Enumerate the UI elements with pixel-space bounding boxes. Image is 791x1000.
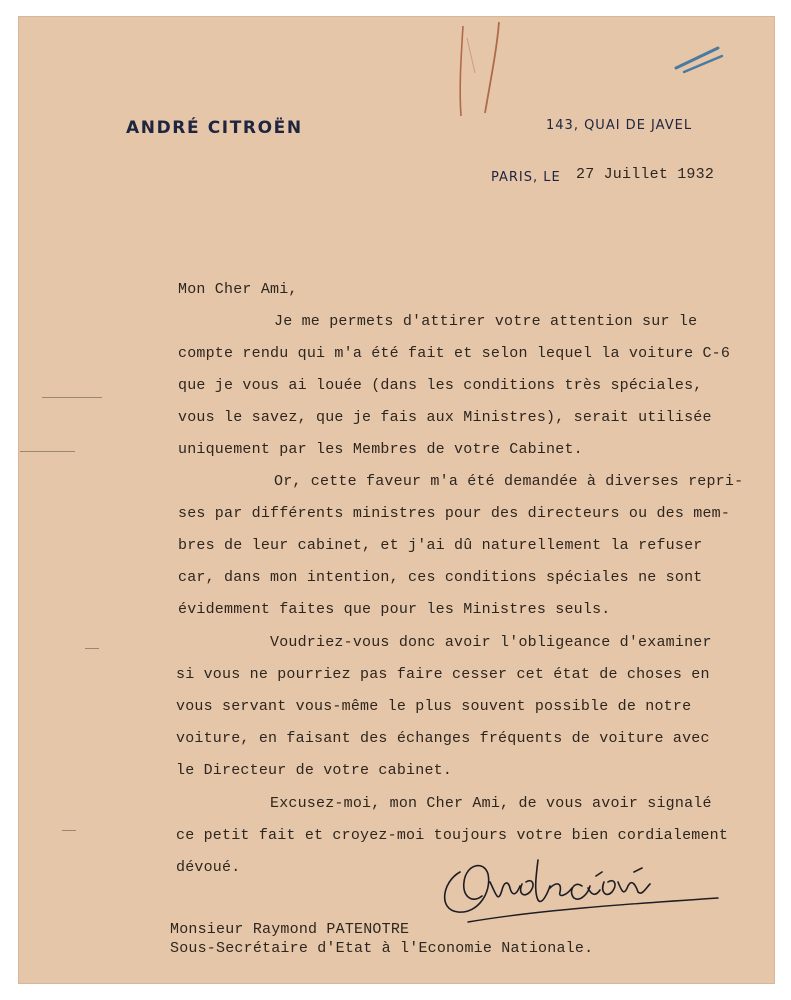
letterhead-name: ANDRÉ CITROËN [126,118,303,138]
body-line: bres de leur cabinet, et j'ai dû naturellement la refuser [178,537,703,554]
body-line: ce petit fait et croyez-moi toujours votre bien cordialement [176,827,729,844]
body-line: compte rendu qui m'a été fait et selon lequel la voiture C-6 [178,345,731,362]
margin-mark [20,451,75,452]
salutation: Mon Cher Ami, [178,281,298,298]
recipient-title: Sous-Secrétaire d'Etat à l'Economie Nationale. [170,940,594,957]
margin-mark [62,830,76,831]
body-line: le Directeur de votre cabinet. [176,762,453,779]
blue-pencil-mark [670,42,730,77]
red-pencil-mark [445,18,515,123]
body-line: si vous ne pourriez pas faire cesser cet état de choses en [176,666,710,683]
body-line: uniquement par les Membres de votre Cabinet. [178,441,583,458]
letterhead-address: 143, QUAI DE JAVEL [546,118,693,133]
letter-date: 27 Juillet 1932 [576,166,715,183]
body-line: Je me permets d'attirer votre attention sur le [274,313,698,330]
body-line: car, dans mon intention, ces conditions spéciales ne sont [178,569,703,586]
margin-mark [85,648,99,649]
body-line: Excusez-moi, mon Cher Ami, de vous avoir signalé [270,795,712,812]
body-line: que je vous ai louée (dans les conditions très spéciales, [178,377,703,394]
recipient-name: Monsieur Raymond PATENOTRE [170,921,410,938]
body-line: Or, cette faveur m'a été demandée à diverses repri- [274,473,744,490]
margin-mark [42,397,102,398]
body-line: voiture, en faisant des échanges fréquents de voiture avec [176,730,710,747]
handwritten-signature [438,852,728,932]
body-line: ses par différents ministres pour des directeurs ou des mem- [178,505,731,522]
body-line: dévoué. [176,859,241,876]
letterhead-place-label: PARIS, LE [491,170,561,185]
body-line: évidemment faites que pour les Ministres seuls. [178,601,611,618]
body-line: vous le savez, que je fais aux Ministres), serait utilisée [178,409,712,426]
body-line: vous servant vous-même le plus souvent possible de notre [176,698,692,715]
body-line: Voudriez-vous donc avoir l'obligeance d'examiner [270,634,712,651]
